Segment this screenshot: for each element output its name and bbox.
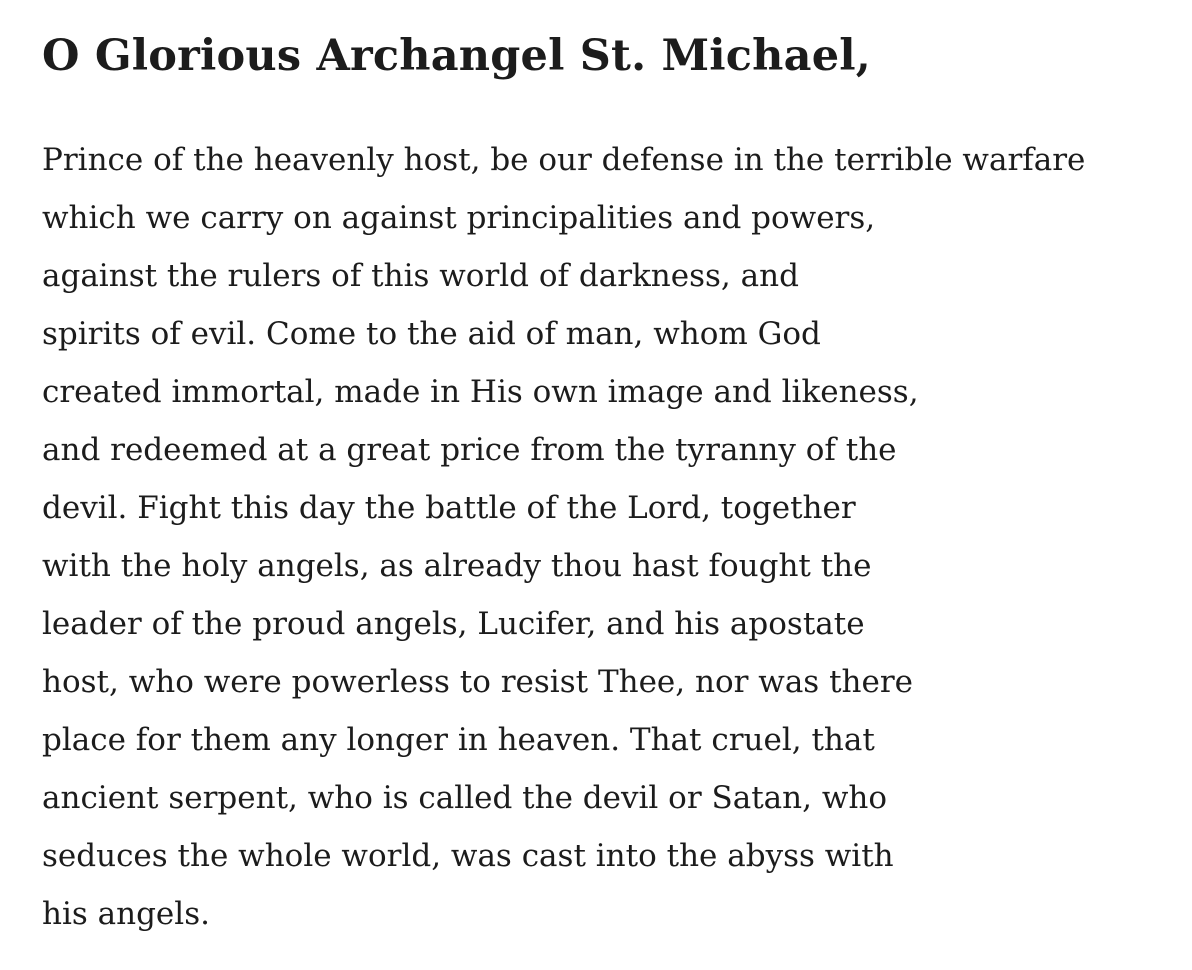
prayer-line: leader of the proud angels, Lucifer, and his apostate	[42, 606, 865, 642]
prayer-line: place for them any longer in heaven. That cruel, that	[42, 722, 875, 758]
prayer-line: ancient serpent, who is called the devil or Satan, who	[42, 780, 887, 816]
prayer-body	[42, 131, 1085, 943]
prayer-line: Prince of the heavenly host, be our defense in the terrible warfare	[42, 142, 1086, 178]
prayer-line: spirits of evil. Come to the aid of man, whom God	[42, 316, 821, 352]
prayer-line: devil. Fight this day the battle of the Lord, together	[42, 490, 856, 526]
prayer-title: O Glorious Archangel St. Michael,	[42, 31, 871, 81]
prayer-line: with the holy angels, as already thou hast fought the	[42, 548, 872, 584]
prayer-line: seduces the whole world, was cast into the abyss with	[42, 838, 894, 874]
prayer-line: and redeemed at a great price from the tyranny of the	[42, 432, 897, 468]
prayer-line: which we carry on against principalities and powers,	[42, 200, 876, 236]
prayer-line: host, who were powerless to resist Thee, nor was there	[42, 664, 913, 700]
prayer-line: created immortal, made in His own image and likeness,	[42, 374, 919, 410]
prayer-line: against the rulers of this world of darkness, and	[42, 258, 799, 294]
prayer-line: his angels.	[42, 896, 210, 932]
